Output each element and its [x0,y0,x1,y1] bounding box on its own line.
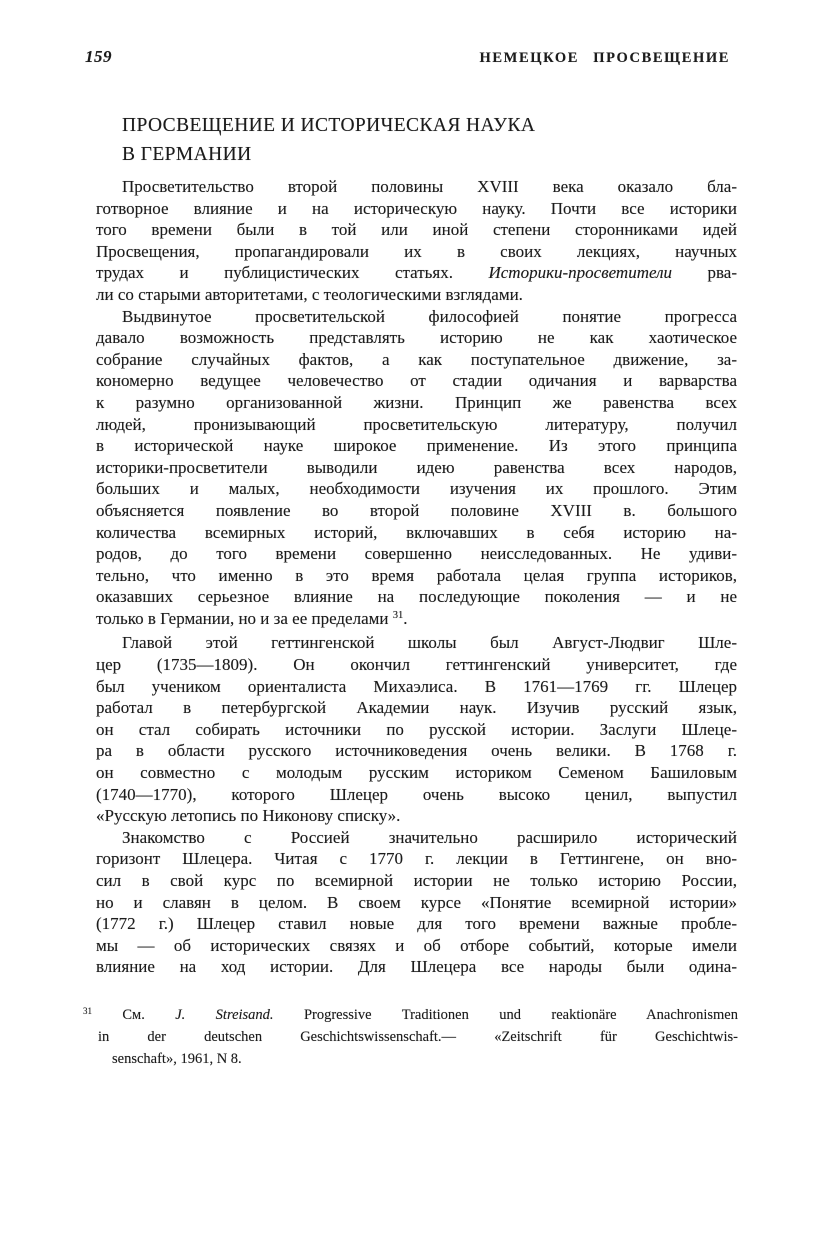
emphasis-text: J. Streisand. [175,1007,274,1023]
text-line: ра в области русского источниковедения очень велики. В 1768 г. [96,741,737,761]
body-text [96,176,737,978]
footnote-marker: 31 [392,610,404,622]
text-line: Главой этой геттингенской школы был Август-Людвиг Шле- [122,633,737,653]
page-number: 159 [85,47,112,66]
text-line: «Русскую летопись по Никонову списку». [96,806,401,826]
text-line: родов, до того времени совершенно неисследованных. Не удиви- [96,544,737,564]
footnote-marker: 31 [83,1006,92,1017]
chapter-title-line-2: В ГЕРМАНИИ [122,144,252,165]
text-line: (1772 г.) Шлецер ставил новые для того времени важные пробле- [96,914,737,934]
text-line: тельно, что именно в это время работала целая группа историков, [96,565,737,585]
running-head: НЕМЕЦКОЕ ПРОСВЕЩЕНИЕ [479,50,730,66]
text-line: собрание случайных фактов, а как поступательное движение, за- [96,349,737,369]
text-line: был учеником ориенталиста Михаэлиса. В 1761—1769 гг. Шлецер [96,676,737,696]
text-line: готворное влияние и на историческую науку. Почти все историки [96,198,737,218]
text-line: ли со старыми авторитетами, с теологическими взглядами. [96,284,523,304]
text-line: но и славян в целом. В своем курсе «Понятие всемирной истории» [96,892,737,912]
text-line: количества всемирных историй, включавших в себя историю на- [96,522,737,542]
text-line: Просвещения, пропагандировали их в своих лекциях, научных [96,241,737,261]
chapter-title-line-1: ПРОСВЕЩЕНИЕ И ИСТОРИЧЕСКАЯ НАУКА [122,115,536,136]
text-line: он совместно с молодым русским историком Семеном Башиловым [96,763,737,783]
text-line: горизонт Шлецера. Читая с 1770 г. лекции в Геттингене, он вно- [96,849,737,869]
chapter-title [122,111,535,169]
text-line: трудах и публицистических статьях. Историки-просветители рва- [96,263,738,283]
paragraph [96,306,737,633]
footnote [83,1005,738,1071]
text-line: $^{31}$ См. J. Streisand. Progressive Traditionen und reaktionäre Anachronismen [83,1006,738,1023]
text-line: цер (1735—1809). Он окончил геттингенский университет, где [96,655,737,675]
text-line: работал в петербургской Академии наук. Изучив русский язык, [96,698,737,718]
text-line: влияние на ход истории. Для Шлецера все народы были одина- [96,957,737,977]
text-line: историки-просветители выводили идею равенства всех народов, [96,457,737,477]
text-line: давало возможность представлять историю не как хаотическое [96,328,737,348]
text-line: он стал собирать источники по русской истории. Заслуги Шлеце- [96,719,737,739]
text-line: в исторической науке широкое применение. Из этого принципа [96,436,737,456]
text-line: людей, пронизывающий просветительскую литературу, получил [96,414,737,434]
text-line: in der deutschen Geschichtswissenschaft.— «Zeitschrift für Geschichtwis- [98,1029,738,1046]
text-line: к разумно организованной жизни. Принцип же равенства всех [96,392,737,412]
text-line: мы — об исторических связях и об отборе событий, которые имели [96,935,737,955]
text-line: (1740—1770), которого Шлецер очень высоко ценил, выпустил [96,784,737,804]
page-header [85,47,730,67]
paragraph [96,176,737,306]
text-line: сил в свой курс по всемирной истории не только историю России, [96,871,737,890]
text-line: оказавших серьезное влияние на последующие поколения — и не [96,587,737,607]
text-line: кономерно ведущее человечество от стадии одичания и варварства [96,371,737,391]
text-line: senschaft», 1961, N 8. [112,1051,242,1067]
text-line: Знакомство с Россией значительно расширило исторический [122,827,737,847]
text-line: объясняется появление во второй половине XVIII в. большого [96,500,737,520]
emphasis-text: Историки-просветители [488,263,673,283]
text-line: только в Германии, но и за ее пределами $^{31}$. [96,608,408,628]
text-line: Выдвинутое просветительской философией понятие прогресса [122,306,737,326]
paragraph [96,827,737,978]
paragraph [96,632,737,826]
text-line: Просветительство второй половины XVIII века оказало бла- [122,177,737,196]
text-line: того времени были в той или иной степени сторонниками идей [96,220,737,240]
text-line: больших и малых, необходимости изучения их прошлого. Этим [96,479,737,499]
